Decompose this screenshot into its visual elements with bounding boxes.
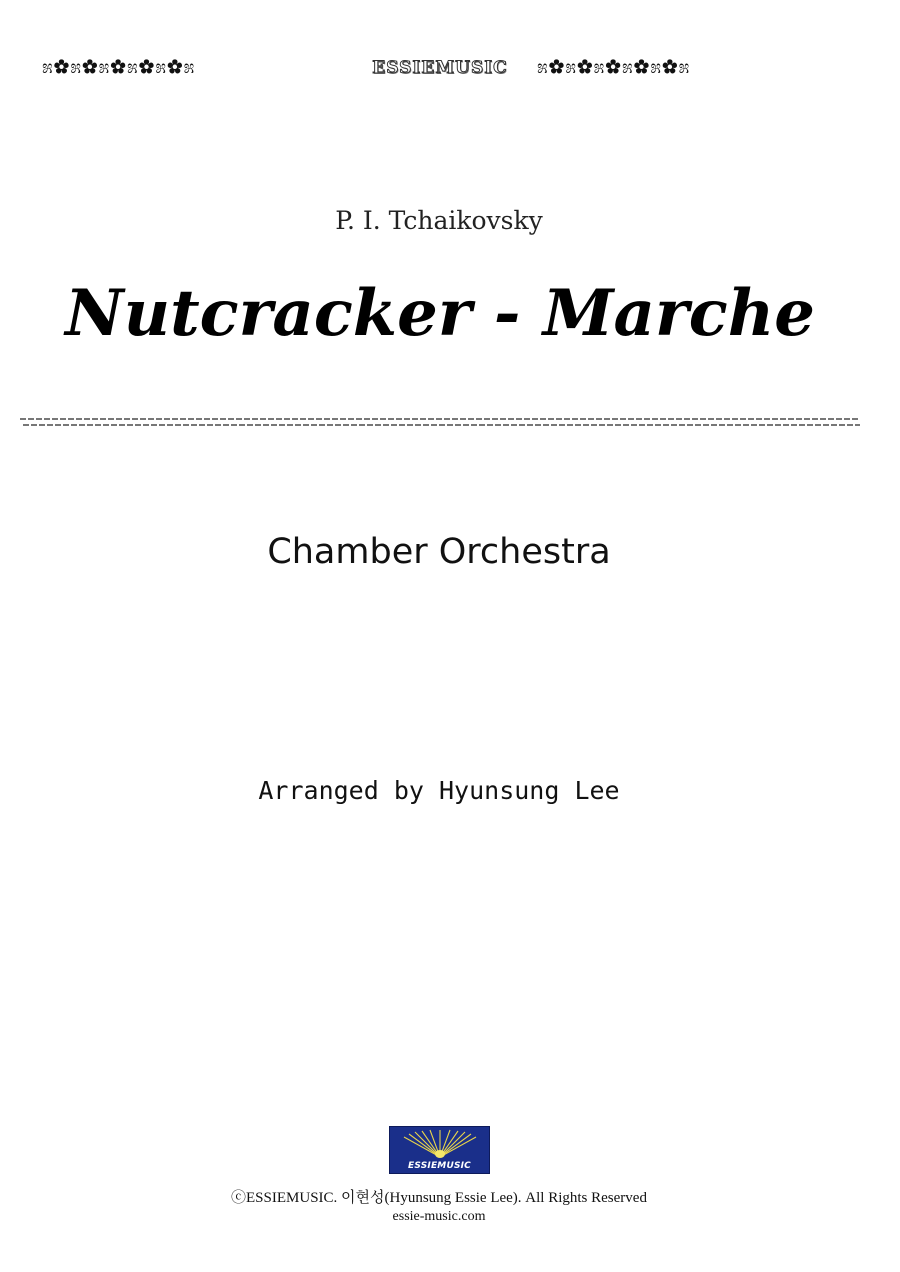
ensemble-label: Chamber Orchestra — [267, 532, 611, 572]
website-link[interactable]: essie-music.com — [392, 1209, 486, 1224]
essiemusic-logo — [389, 1126, 490, 1174]
arranger-credit: Arranged by Hyunsung Lee — [258, 776, 620, 805]
piece-title: Nutcracker - Marche — [65, 276, 815, 351]
logo-label: ESSIEMUSIC — [408, 1161, 471, 1171]
composer-name: P. I. Tchaikovsky — [335, 206, 543, 235]
header-ornament-right: ೫✿೫✿೫✿೫✿೫✿೫ — [537, 56, 691, 78]
copyright-notice: ⓒESSIEMUSIC. 이현성(Hyunsung Essie Lee). All Rights Reserved — [231, 1190, 647, 1206]
ornamental-divider — [20, 416, 860, 428]
header-brand: ESSIEMUSIC — [372, 58, 508, 78]
header-ornament-left: ೫✿೫✿೫✿೫✿೫✿೫ — [42, 56, 196, 78]
